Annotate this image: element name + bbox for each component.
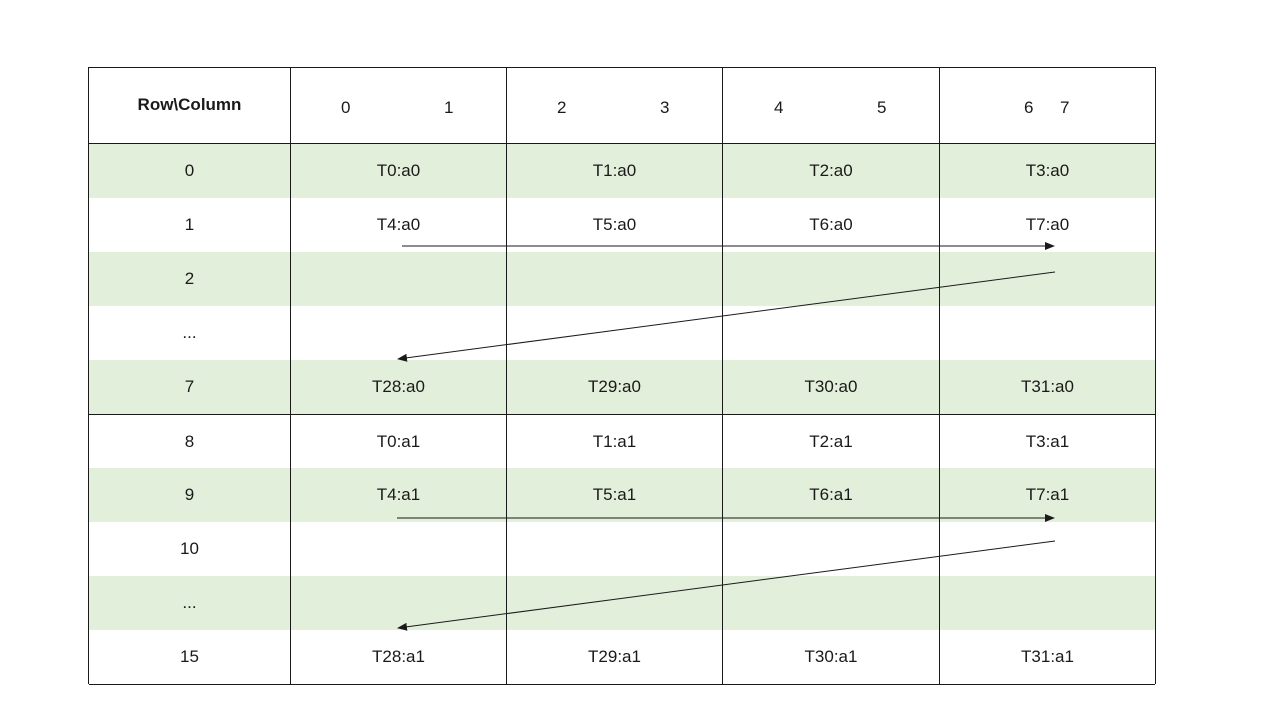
table-cell: T6:a1 (809, 485, 853, 504)
column-label-5: 5 (877, 98, 887, 117)
table-cell: T3:a0 (1025, 161, 1070, 180)
table-cell: T7:a1 (1025, 485, 1070, 504)
table-cell: T28:a1 (372, 647, 425, 666)
column-label-7: 7 (1060, 98, 1070, 117)
table-cell: T30:a1 (804, 647, 858, 666)
table-cell: T2:a1 (809, 432, 853, 451)
table-cell: T28:a0 (372, 377, 425, 396)
column-label-3: 3 (660, 98, 670, 117)
row-label: 0 (184, 161, 195, 180)
row-label: 7 (184, 377, 195, 396)
column-label-6: 6 (1024, 98, 1034, 117)
table-cell: T1:a1 (592, 432, 637, 451)
arrow-wrap-to-row15 (398, 541, 1055, 628)
table-cell: T4:a1 (376, 485, 421, 504)
table-cell: T31:a1 (1021, 647, 1074, 666)
row-label: 15 (180, 647, 199, 666)
row-label: ... (182, 323, 197, 342)
table-cell: T31:a0 (1021, 377, 1074, 396)
column-label-4: 4 (774, 98, 784, 117)
table-cell: T7:a0 (1025, 215, 1070, 234)
table-cell: T4:a0 (376, 215, 421, 234)
row-label: ... (182, 593, 197, 612)
table-cell: T29:a1 (588, 647, 641, 666)
table-cell: T29:a0 (588, 377, 641, 396)
column-label-1: 1 (444, 98, 454, 117)
table-cell: T3:a1 (1025, 432, 1070, 451)
header-corner-label: Row\Column (137, 95, 242, 114)
row-label: 10 (180, 539, 199, 558)
table-cell: T0:a1 (376, 432, 421, 451)
table-cell: T5:a1 (592, 485, 637, 504)
row-label: 8 (184, 432, 195, 451)
row-label: 1 (184, 215, 195, 234)
column-label-0: 0 (341, 98, 351, 117)
table-cell: T1:a0 (592, 161, 637, 180)
table-cell: T30:a0 (804, 377, 858, 396)
row-label: 9 (184, 485, 195, 504)
arrow-wrap-to-row7 (398, 272, 1055, 359)
table-cell: T2:a0 (809, 161, 853, 180)
row-label: 2 (184, 269, 195, 288)
table-cell: T5:a0 (592, 215, 637, 234)
column-label-2: 2 (557, 98, 567, 117)
table-cell: T6:a0 (809, 215, 853, 234)
table-cell: T0:a0 (376, 161, 421, 180)
